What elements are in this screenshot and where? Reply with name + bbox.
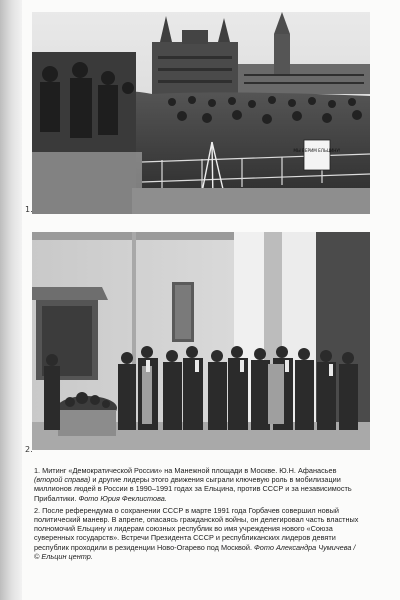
book-spine-shadow [0, 0, 22, 600]
protest-sign [304, 140, 330, 170]
photo-meeting-illustration [32, 232, 370, 450]
caption-1-number: 1. [34, 466, 41, 475]
protest-sign-text: МЫ ВЕРИМ ЕЛЬЦИНУ! [293, 148, 341, 153]
figure-number-2: 2. [25, 445, 33, 454]
caption-1-text-b: и другие лидеры этого движения сыграли ключевую роль в мобилизации миллионов людей в России в 1990–1991 годах за Ельцина, против СССР и за независимость Прибалтики. [34, 475, 352, 503]
photo-novo-ogaryovo-meeting [32, 232, 370, 450]
caption-2-text: После референдума о сохранении СССР в марте 1991 года Горбачев совершил новый политический маневр. В апреле, опасаясь гражданской войны, он делегировал часть властных полномочий Ельцину и лидерам союзных республик во имя учреждения нового «Союза суверенных государств». Встречи Президента СССР и республиканских лидеров девяти республик проходили в резиденции Ново-Огарево под Москвой. [34, 505, 359, 552]
caption-1 [34, 466, 362, 503]
caption-1-text-a: Митинг «Демократической России» на Манежной площади в Москве. Ю.Н. Афанасьев [42, 466, 337, 475]
caption-1-credit: Фото Юрия Феклистова. [78, 493, 167, 503]
caption-1-italic: (второй справа) [34, 475, 91, 485]
book-page [22, 0, 400, 600]
photo-rally-illustration [32, 12, 370, 214]
caption-2-number: 2. [34, 505, 41, 515]
caption-2 [34, 506, 362, 561]
captions-block [34, 466, 362, 564]
photo-rally-manezh-square [32, 12, 370, 214]
caption-2-credit: Фото Александра Чумичева / © Ельцин центр. [34, 542, 356, 561]
figure-number-1: 1. [25, 205, 33, 214]
